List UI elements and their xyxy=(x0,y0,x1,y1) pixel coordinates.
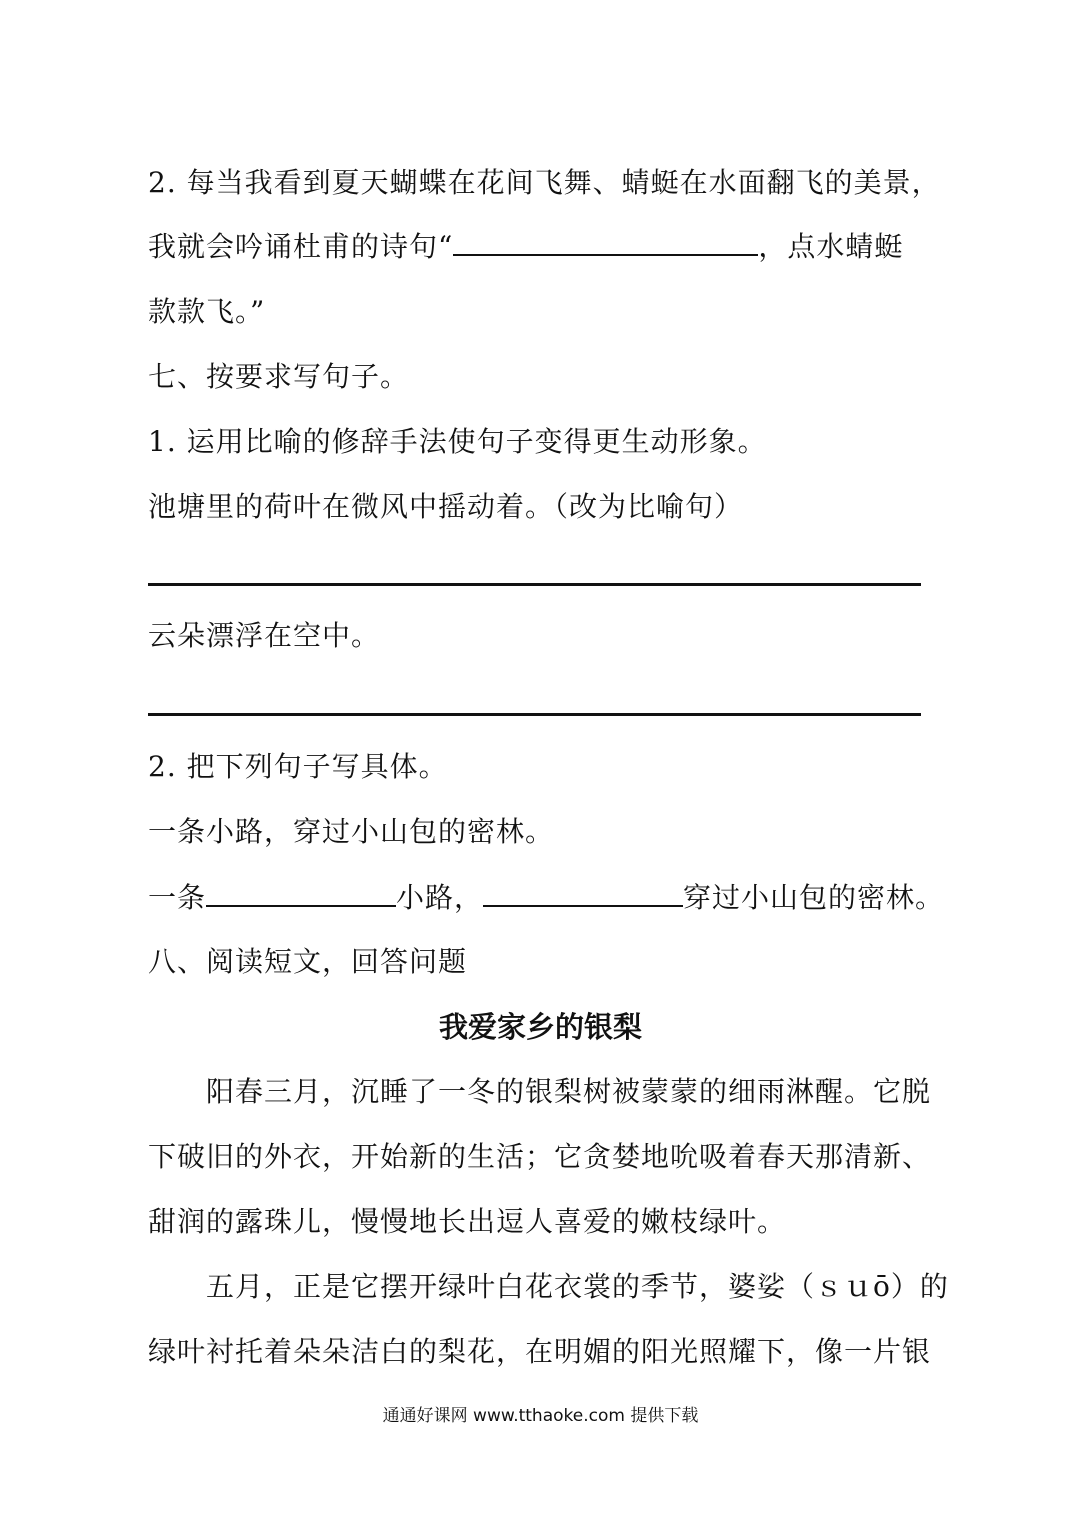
passage-p1-line2: 下破旧的外衣，开始新的生活；它贪婪地吮吸着春天那清新、 xyxy=(148,1140,932,1173)
q7-item2-fill xyxy=(148,877,944,918)
q7-item2-fill-mid: 小路， xyxy=(396,881,484,914)
answer-blank-2[interactable] xyxy=(483,877,683,907)
passage-p2-line2: 绿叶衬托着朵朵洁白的梨花，在明媚的阳光照耀下，像一片银 xyxy=(148,1335,932,1368)
answer-blank-1[interactable] xyxy=(206,877,396,907)
q6-item2-line2-after: ，点水蜻蜓 xyxy=(758,230,904,263)
q6-item2-line2 xyxy=(148,226,903,267)
answer-line-a[interactable] xyxy=(148,583,921,586)
q6-item2-line3: 款款飞。” xyxy=(148,295,266,328)
q7-item1-sentence-b: 云朵漂浮在空中。 xyxy=(148,619,381,652)
q7-heading: 七、按要求写句子。 xyxy=(148,360,410,393)
q6-item2-line2-before: 我就会吟诵杜甫的诗句“ xyxy=(148,230,454,263)
q7-item2-fill-end: 穿过小山包的密林。 xyxy=(683,881,945,914)
passage-title: 我爱家乡的银梨 xyxy=(438,1010,642,1044)
q7-item2-instruction: 2. 把下列句子写具体。 xyxy=(148,750,448,783)
passage-p1-line1: 阳春三月，沉睡了一冬的银梨树被蒙蒙的细雨淋醒。它脱 xyxy=(206,1075,932,1108)
q8-heading: 八、阅读短文，回答问题 xyxy=(148,945,468,978)
q7-item1-instruction: 1. 运用比喻的修辞手法使句子变得更生动形象。 xyxy=(148,425,767,458)
q6-item2-line1: 2. 每当我看到夏天蝴蝶在花间飞舞、蜻蜓在水面翻飞的美景， xyxy=(148,166,941,199)
q7-item2-original: 一条小路，穿过小山包的密林。 xyxy=(148,815,555,848)
answer-blank-poem[interactable] xyxy=(453,226,758,256)
answer-line-b[interactable] xyxy=(148,713,921,716)
page-footer: 通通好课网 www.tthaoke.com 提供下载 xyxy=(382,1406,699,1426)
q7-item1-sentence-a: 池塘里的荷叶在微风中摇动着。（改为比喻句） xyxy=(148,490,744,523)
passage-p1-line3: 甜润的露珠儿，慢慢地长出逗人喜爱的嫩枝绿叶。 xyxy=(148,1205,787,1238)
q7-item2-fill-start: 一条 xyxy=(148,881,207,914)
passage-p2-line1: 五月，正是它摆开绿叶白花衣裳的季节，婆娑（ｓｕō）的 xyxy=(206,1270,949,1303)
